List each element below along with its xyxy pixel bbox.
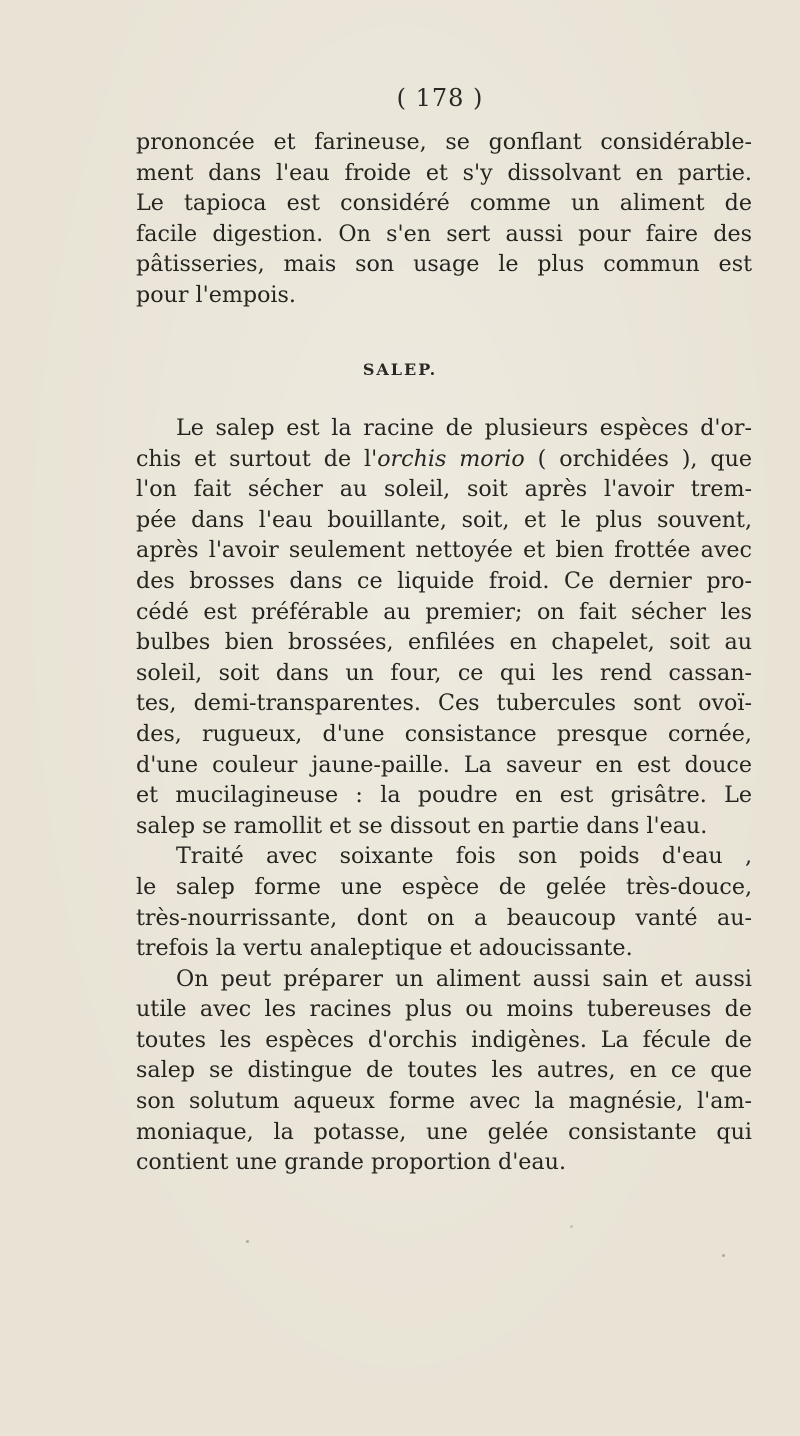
text-line: pée dans l'eau bouillante, soit, et le plus souvent, (136, 506, 752, 533)
text-line: Le salep est la racine de plusieurs espèces d'or- (176, 415, 752, 441)
text-line (136, 444, 752, 475)
text-line: cédé est préférable au premier; on fait sécher les (136, 598, 752, 625)
text-line: trefois la vertu analeptique et adoucissante. (136, 935, 633, 962)
page-number: ( 178 ) (396, 84, 484, 112)
text-segment: chis et surtout de l' (136, 445, 378, 472)
text-segment: ( orchidées ), que (524, 445, 752, 472)
text-line: Le tapioca est considéré comme un aliment de (136, 190, 752, 217)
text-line: bulbes bien brossées, enfilées en chapelet, soit au (136, 629, 752, 656)
text-line: l'on fait sécher au soleil, soit après l'avoir trem- (136, 476, 752, 503)
text-line: après l'avoir seulement nettoyée et bien frottée avec (136, 537, 752, 564)
text-line: des brosses dans ce liquide froid. Ce dernier pro- (136, 567, 752, 594)
text-line: salep se distingue de toutes les autres, en ce que (136, 1057, 752, 1084)
text-line: et mucilagineuse : la poudre en est grisâtre. Le (136, 782, 752, 809)
text-line: Traité avec soixante fois son poids d'eau , (176, 843, 752, 870)
text-line: prononcée et farineuse, se gonflant considérable- (136, 129, 752, 155)
species-name: orchis morio (377, 445, 525, 472)
text-line: moniaque, la potasse, une gelée consistante qui (136, 1118, 752, 1145)
text-line: ment dans l'eau froide et s'y dissolvant en partie. (136, 159, 752, 186)
text-line: toutes les espèces d'orchis indigènes. La fécule de (136, 1026, 752, 1053)
text-line: tes, demi-transparentes. Ces tubercules sont ovoï- (136, 690, 752, 717)
intro-paragraph (136, 127, 752, 311)
text-line: très-nourrissante, dont on a beaucoup vanté au- (136, 904, 752, 931)
text-line: le salep forme une espèce de gelée très-douce, (136, 873, 752, 900)
text-line: utile avec les racines plus ou moins tubereuses de (136, 996, 752, 1023)
text-line: des, rugueux, d'une consistance presque cornée, (136, 720, 752, 747)
text-line: son solutum aqueux forme avec la magnésie, l'am- (136, 1088, 752, 1115)
text-line: On peut préparer un aliment aussi sain et aussi (176, 965, 752, 992)
text-line: pour l'empois. (136, 281, 296, 308)
text-line: facile digestion. On s'en sert aussi pour faire des (136, 220, 752, 247)
paper-speck (246, 1240, 249, 1243)
text-line: salep se ramollit et se dissout en partie dans l'eau. (136, 812, 708, 839)
text-line: soleil, soit dans un four, ce qui les rend cassan- (136, 659, 752, 686)
section-heading: SALEP. (362, 360, 438, 379)
text-line: pâtisseries, mais son usage le plus commun est (136, 251, 752, 278)
text-line: contient une grande proportion d'eau. (136, 1149, 567, 1176)
salep-section-text (136, 413, 752, 1178)
paper-speck (570, 1225, 573, 1228)
text-line: d'une couleur jaune-paille. La saveur en est douce (136, 751, 752, 778)
paper-speck (722, 1254, 725, 1257)
